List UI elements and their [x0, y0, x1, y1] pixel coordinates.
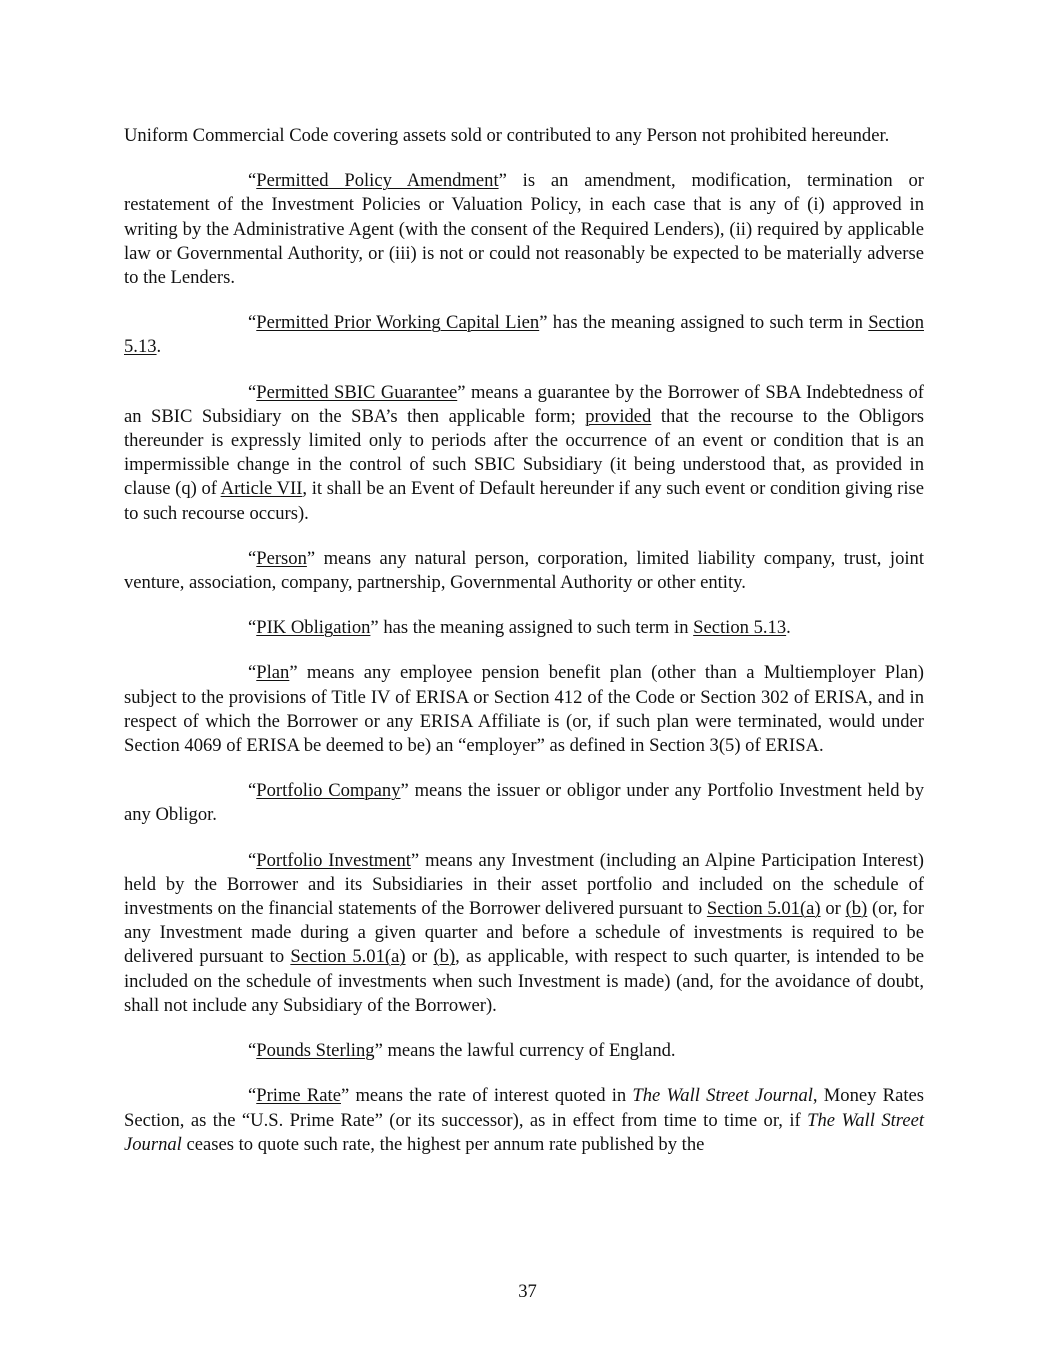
publication-title: The Wall Street Journal [124, 1109, 924, 1155]
paragraph-continued [124, 124, 924, 148]
section-reference: Section 5.13 [124, 312, 924, 358]
definition-text: or [820, 898, 846, 920]
defined-term: PIK Obligation [256, 617, 371, 639]
definition-prime-rate [124, 1084, 924, 1157]
definition-text: ” means any Investment (including an Alpine Participation Interest) held by the Borrower and its Subsidiaries in their asset portfolio and included on the schedule of investments on the financial statements of the Borrower delivered pursuant to [124, 849, 924, 920]
proviso-reference: provided [585, 405, 652, 427]
open-quote: “ [248, 617, 257, 639]
definition-person [124, 547, 924, 595]
section-reference: Section 5.01(a) [290, 946, 406, 968]
open-quote: “ [248, 1085, 257, 1107]
definition-permitted-sbic-guarantee [124, 381, 924, 526]
defined-term: Permitted Policy Amendment [256, 170, 499, 192]
open-quote: “ [248, 849, 257, 871]
definition-plan [124, 661, 924, 758]
definition-text: that the recourse to the Obligors thereunder is expressly limited only to periods after the occurrence of an event or condition that is an impermissible change in the control of such SBIC Subsidiary (it being understood that, as provided in clause (q) of [124, 405, 925, 500]
defined-term: Plan [256, 662, 290, 684]
defined-term: Pounds Sterling [256, 1040, 375, 1062]
open-quote: “ [248, 1040, 257, 1062]
definition-text: . [156, 336, 162, 358]
defined-term: Permitted Prior Working Capital Lien [256, 312, 540, 334]
definition-pik-obligation [124, 616, 924, 640]
open-quote: “ [248, 170, 257, 192]
open-quote: “ [248, 780, 257, 802]
definition-pounds-sterling [124, 1039, 924, 1063]
definition-text: ” means the issuer or obligor under any Portfolio Investment held by any Obligor. [124, 780, 924, 826]
definition-text: ceases to quote such rate, the highest per annum rate published by the [181, 1133, 705, 1155]
publication-title: The Wall Street Journal [632, 1085, 813, 1107]
definition-text: ” is an amendment, modification, termination or restatement of the Investment Policies or Valuation Policy, in each case that is any of (i) approved in writing by the Administrative Agent (with the consent of the Required Lenders), (ii) required by applicable law or Governmental Authority, or (iii) is not or could not reasonably be expected to be materially adverse to the Lenders. [124, 170, 924, 289]
defined-term: Portfolio Investment [256, 849, 411, 871]
open-quote: “ [248, 662, 257, 684]
article-reference: Article VII [220, 478, 303, 500]
definition-text: ” means the lawful currency of England. [374, 1040, 676, 1062]
definition-text: ” has the meaning assigned to such term in [370, 617, 694, 639]
definition-text: , it shall be an Event of Default hereunder if any such event or condition giving rise to such recourse occurs). [124, 478, 925, 524]
definition-text: ” means any natural person, corporation, limited liability company, trust, joint venture, association, company, partnership, Governmental Authority or other entity. [124, 547, 924, 594]
definition-text: ” means a guarantee by the Borrower of SBA Indebtedness of an SBIC Subsidiary on the SBA’s then applicable form; [124, 381, 924, 427]
defined-term: Portfolio Company [256, 780, 401, 802]
definition-text: , Money Rates Section, as the “U.S. Prime Rate” (or its successor), as in effect from time to time or, if [124, 1085, 924, 1131]
definition-text: ” means any employee pension benefit plan (other than a Multiemployer Plan) subject to the provisions of Title IV of ERISA or Section 412 of the Code or Section 302 of ERISA, and in respect of which the Borrower or any ERISA Affiliate is (or, if such plan were terminated, would under Section 4069 of ERISA be deemed to be) an “employer” as defined in Section 3(5) of ERISA. [124, 662, 924, 757]
paragraph-text: Uniform Commercial Code covering assets sold or contributed to any Person not prohibited hereunder. [124, 125, 890, 146]
definition-text: ” means the rate of interest quoted in [340, 1085, 633, 1107]
definition-permitted-policy-amendment [124, 169, 924, 290]
defined-term: Permitted SBIC Guarantee [256, 381, 458, 403]
definition-text: (or, for any Investment made during a given quarter and before a schedule of investments is required to be delivered pursuant to [124, 898, 924, 968]
open-quote: “ [248, 381, 257, 403]
definition-portfolio-investment [124, 849, 924, 1018]
definition-permitted-prior-working-capital-lien [124, 311, 924, 359]
definition-portfolio-company [124, 779, 924, 827]
defined-term: Person [256, 547, 307, 569]
definition-text: . [786, 617, 791, 639]
definition-text: ” has the meaning assigned to such term in [539, 312, 869, 334]
open-quote: “ [248, 547, 257, 569]
section-reference: (b) [433, 946, 456, 968]
section-reference: (b) [845, 898, 868, 920]
section-reference: Section 5.13 [693, 617, 787, 639]
document-page [124, 124, 924, 1178]
defined-term: Prime Rate [256, 1085, 341, 1107]
open-quote: “ [248, 312, 257, 334]
definition-text: , as applicable, with respect to such quarter, is intended to be included on the schedule of investments when such Investment is made) (and, for the avoidance of doubt, shall not include any Subsidiary of the Borrower). [124, 946, 924, 1016]
section-reference: Section 5.01(a) [706, 898, 821, 920]
definition-text: or [405, 946, 434, 968]
page-number: 37 [518, 1281, 537, 1302]
